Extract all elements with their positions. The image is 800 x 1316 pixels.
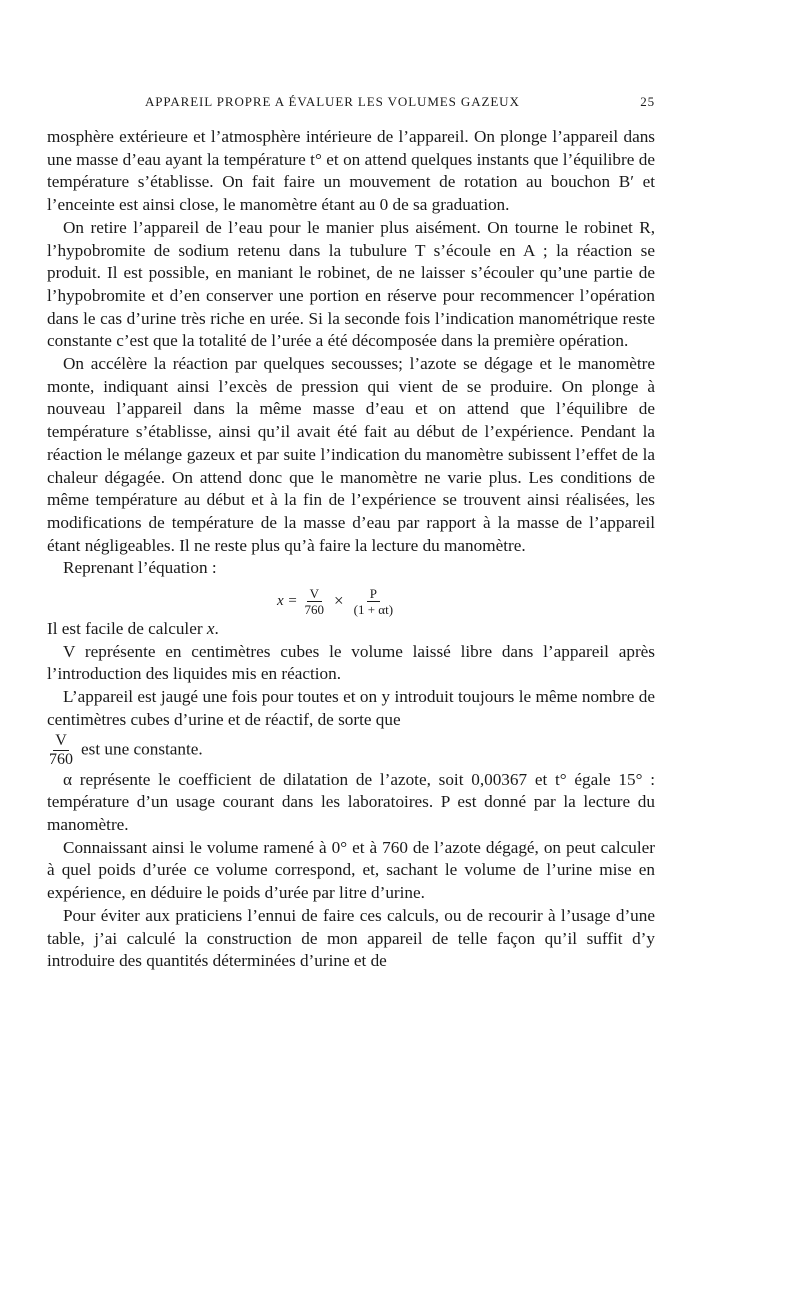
paragraph-7: L’appareil est jaugé une fois pour toutes et on y introduit toujours le même nombre de centimètres cubes d’urine et de réactif, de sorte que (47, 687, 655, 729)
times-sign: × (334, 590, 344, 610)
paragraph-10: Pour éviter aux praticiens l’ennui de faire ces calculs, ou de recourir à l’usage d’une table, j’ai calculé la construction de mon appareil de telle façon qu’il suffit d’y introduire des quantités déterminées d’urine et de (47, 905, 655, 971)
fraction-denominator: 760 (304, 601, 325, 617)
equation-lhs: x = (277, 592, 298, 609)
fraction-v-760 (302, 586, 328, 617)
paragraph-2: On retire l’appareil de l’eau pour le manier plus aisément. On tourne le robinet R, l’hypobromite de sodium retenu dans la tubulure T s’écoule en A ; la réaction se produit. Il est possible, en maniant le robinet, de ne laisser s’écouler qu’une partie de l’hypobromite et d’en conserver une portion en réserve pour recommencer l’opération dans le cas d’urine très riche en urée. Si la seconde fois l’indication manométrique reste constante c’est que la totalité de l’urée a été décomposée dans la première opération. (47, 217, 655, 351)
page-number: 25 (640, 94, 655, 109)
fraction-numerator: V (307, 586, 322, 602)
paragraph-7-continued: $\frac{V}{760}$ est une constante. (49, 731, 203, 768)
equation (277, 584, 655, 618)
paragraph-5: Il est facile de calculer x. (47, 619, 219, 639)
paragraph-8: α représente le coefficient de dilatation de l’azote, soit 0,00367 et t° égale 15° : température d’un usage courant dans les laboratoires. P est donné par la lecture du manomètre. (47, 769, 655, 834)
paragraph-4: Reprenant l’équation : (63, 558, 217, 578)
paragraph-6: V représente en centimètres cubes le volume laissé libre dans l’appareil après l’introduction des liquides mis en réaction. (47, 641, 655, 684)
body-text (47, 126, 655, 973)
running-header (47, 94, 655, 110)
fraction-p-expansion (351, 586, 396, 617)
fraction-numerator: P (367, 586, 380, 602)
inline-fraction: $\frac{V}{760}$ (49, 731, 73, 768)
running-title: APPAREIL PROPRE A ÉVALUER LES VOLUMES GAZEUX (145, 94, 520, 109)
fraction-denominator: (1 + αt) (353, 601, 394, 617)
paragraph-1: mosphère extérieure et l’atmosphère intérieure de l’appareil. On plonge l’appareil dans une masse d’eau ayant la température t° et on attend quelques instants que l’équilibre de température s’établisse. On fait faire un mouvement de rotation au bouchon B′ et l’enceinte est ainsi close, le manomètre étant au 0 de sa graduation. (47, 127, 655, 215)
paragraph-9: Connaissant ainsi le volume ramené à 0° et à 760 de l’azote dégagé, on peut calculer à quel poids d’urée ce volume correspond, et, sachant le volume de l’urine mise en expérience, en déduire le poids d’urée par litre d’urine. (47, 837, 655, 903)
paragraph-3: On accélère la réaction par quelques secousses; l’azote se dégage et le manomètre monte, indiquant ainsi l’excès de pression qui vient de se produire. On plonge à nouveau l’appareil dans la même masse d’eau et on attend que l’équilibre de température s’établisse, ainsi qu’il avait été fait au début de l’expérience. Pendant la réaction le mélange gazeux et par suite l’indication du manomètre subissent l’effet de la chaleur dégagée. On attend donc que le manomètre ne varie plus. Les conditions de même température au début et à la fin de l’expérience se trouvent ainsi réalisées, les modifications de température de la masse d’eau par rapport à la masse de l’appareil étant négligeables. Il ne reste plus qu’à faire la lecture du manomètre. (47, 354, 655, 555)
